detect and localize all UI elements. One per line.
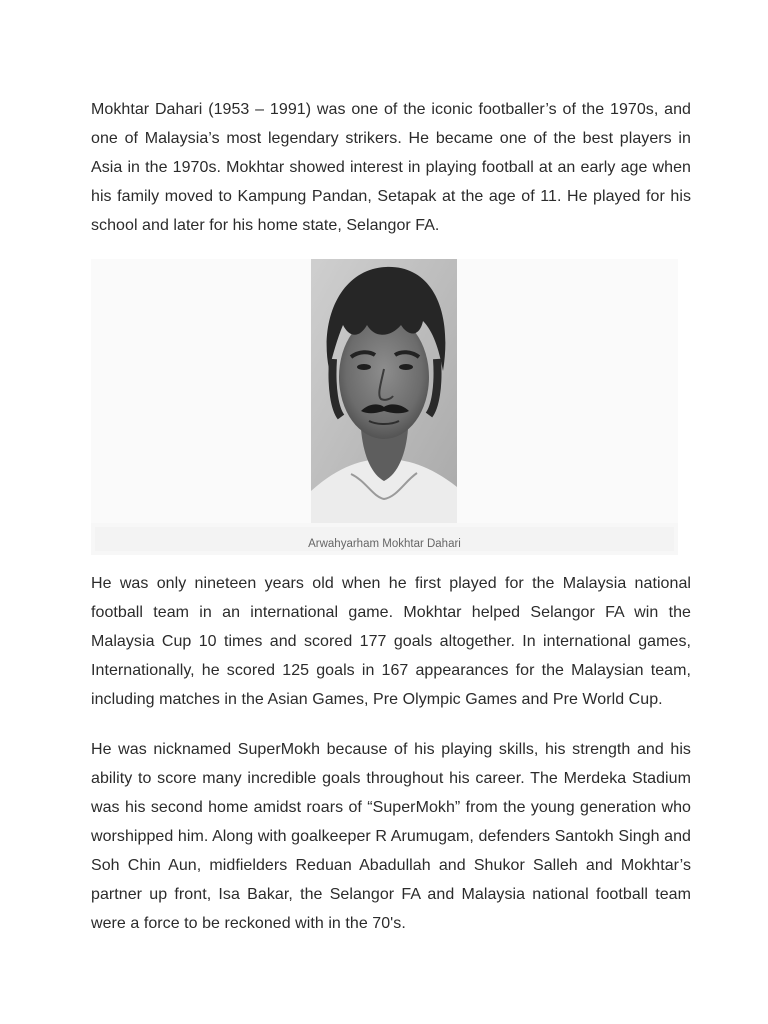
portrait-photo — [311, 259, 457, 523]
photo-figure — [91, 259, 678, 555]
career-paragraph: He was only nineteen years old when he first played for the Malaysia national football team in an international game. Mokhtar helped Selangor FA win the Malaysia Cup 10 times and scored 177 goals altogether. In international games, Internationally, he scored 125 goals in 167 appearances for the Malaysian team, including matches in the Asian Games, Pre Olympic Games and Pre World Cup. — [91, 575, 691, 708]
intro-paragraph: Mokhtar Dahari (1953 – 1991) was one of the iconic footballer’s of the 1970s, and one of Malaysia’s most legendary strikers. He became one of the best players in Asia in the 1970s. Mokhtar showed interest in playing football at an early age when his family moved to Kampung Pandan, Setapak at the age of 11. He played for his school and later for his home state, Selangor FA. — [91, 101, 691, 234]
photo-caption: Arwahyarham Mokhtar Dahari — [308, 538, 461, 550]
portrait-image — [311, 259, 457, 523]
nickname-paragraph: He was nicknamed SuperMokh because of his playing skills, his strength and his ability to score many incredible goals throughout his career. The Merdeka Stadium was his second home amidst roars of “SuperMokh” from the young generation who worshipped him. Along with goalkeeper R Arumugam, defenders Santokh Singh and Soh Chin Aun, midfielders Reduan Abadullah and Shukor Salleh and Mokhtar’s partner up front, Isa Bakar, the Selangor FA and Malaysia national football team were a force to be reckoned with in the 70's. — [91, 741, 691, 932]
